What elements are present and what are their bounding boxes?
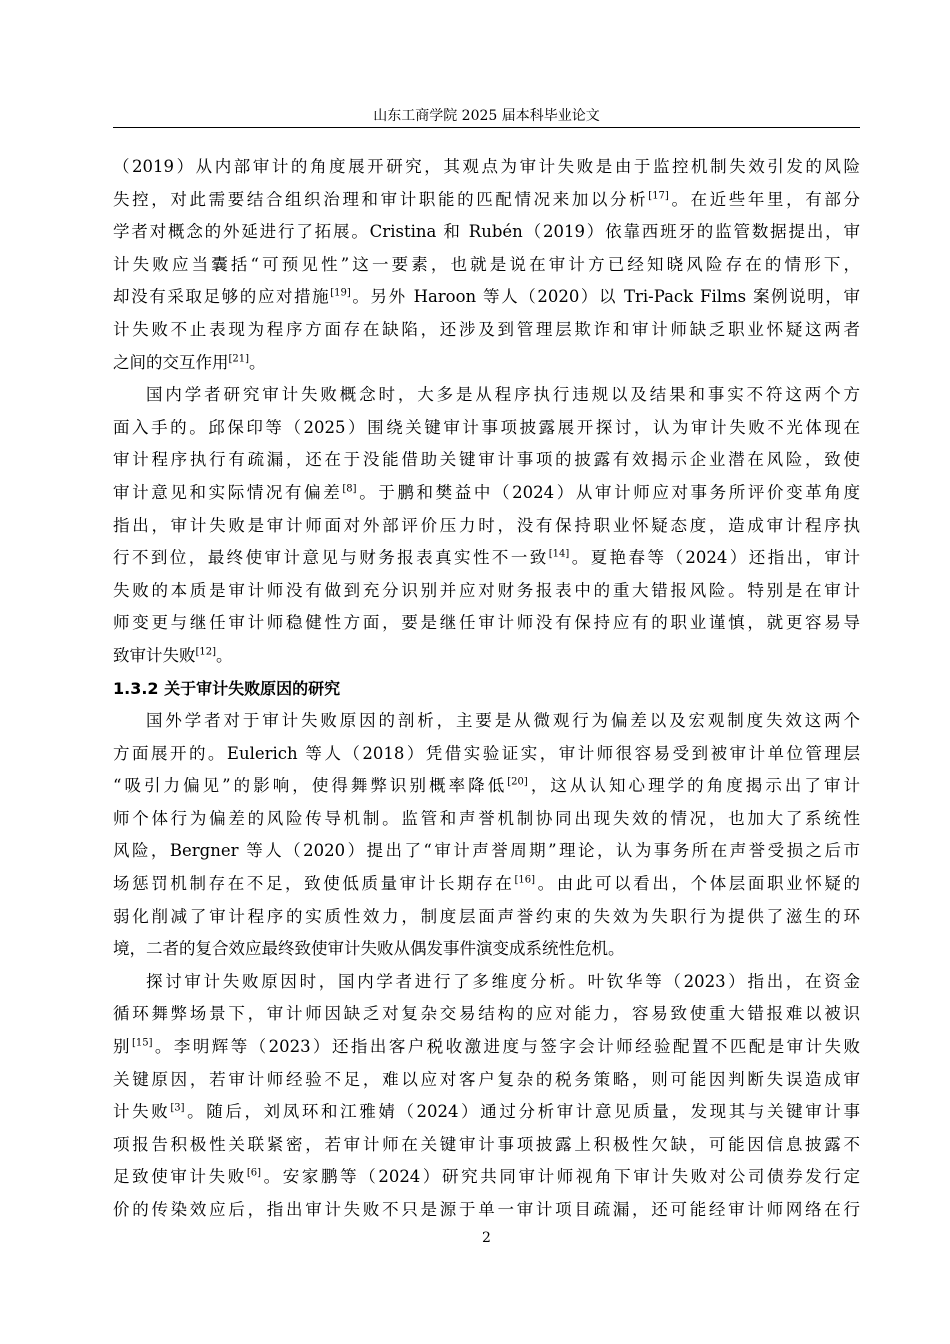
- text-run: 。由此可以看出，个体层面职业怀疑的: [535, 874, 860, 894]
- text-line: [113, 607, 860, 640]
- text-line: [113, 1031, 860, 1064]
- text-run: 风险，Bergner 等人（2020）提出了“审计声誉周期”理论，认为事务所在声誉受损之后市: [113, 841, 860, 861]
- text-line: [113, 640, 860, 673]
- text-run: 行不到位，最终使审计意见与财务报表真实性不一致: [113, 548, 549, 568]
- citation-ref: [6]: [246, 1167, 261, 1179]
- text-run: 关键原因，若审计师经验不足，难以应对客户复杂的税务策略，则可能因判断失误造成审: [113, 1069, 860, 1089]
- page-number: 2: [482, 1230, 491, 1246]
- text-run: 师变更与继任审计师稳健性方面，要是继任审计师没有保持应有的职业谨慎，就更容易导: [113, 613, 860, 633]
- citation-ref: [19]: [330, 287, 351, 299]
- text-run: 。于鹏和樊益中（2024）从审计师应对事务所评价变革角度: [356, 482, 860, 502]
- text-run: 失控，对此需要结合组织治理和审计职能的匹配情况来加以分析: [113, 189, 649, 209]
- text-run: 却没有采取足够的应对措施: [113, 287, 331, 307]
- citation-ref: [14]: [548, 548, 570, 560]
- text-run: 致审计失败: [113, 645, 196, 665]
- text-run: 。安家鹏等（2024）研究共同审计师视角下审计失败对公司债券发行定: [261, 1167, 860, 1187]
- text-run: 。另外 Haroon 等人（2020）以 Tri-Pack Films 案例说明，审: [350, 287, 860, 307]
- text-run: 。李明辉等（2023）还指出客户税收激进度与签字会计师经验配置不匹配是审计失败: [152, 1037, 860, 1057]
- section-heading: [113, 673, 860, 706]
- text-line: [113, 933, 860, 966]
- text-run: 失败的本质是审计师没有做到充分识别并应对财务报表中的重大错报风险。特别是在审计: [113, 580, 860, 600]
- text-run: 。随后，刘凤环和江雅婧（2024）通过分析审计意见质量，发现其与关键审计事: [184, 1102, 860, 1122]
- citation-ref: [12]: [195, 646, 217, 658]
- text-line: [113, 542, 860, 575]
- text-run: ，这从认知心理学的角度揭示出了审计: [527, 776, 860, 796]
- text-line: [113, 314, 860, 347]
- text-line: [113, 184, 860, 217]
- citation-ref: [17]: [648, 190, 669, 202]
- text-run: 计失败: [113, 1102, 171, 1122]
- citation-ref: [16]: [514, 874, 536, 886]
- citation-ref: [20]: [507, 776, 528, 788]
- text-line: [113, 444, 860, 477]
- text-line: [113, 216, 860, 249]
- text-run: “吸引力偏见”的影响，使得舞弊识别概率降低: [113, 776, 508, 796]
- text-run: 学者对概念的外延进行了拓展。Cristina 和 Rubén（2019）依靠西班牙的监管数据提出，审: [113, 222, 860, 242]
- document-body: [113, 151, 860, 1227]
- text-line: [113, 998, 860, 1031]
- text-run: 师个体行为偏差的风险传导机制。监管和声誉机制协同出现失效的情况，也加大了系统性: [113, 808, 860, 828]
- text-run: 。夏艳春等（2024）还指出，审计: [569, 548, 860, 568]
- header-rule: [113, 127, 860, 128]
- text-line: [113, 510, 860, 543]
- text-line: [113, 249, 860, 282]
- text-line: [113, 738, 860, 771]
- text-run: 审计意见和实际情况有偏差: [113, 482, 343, 502]
- text-run: （2019）从内部审计的角度展开研究，其观点为审计失败是由于监控机制失效引发的风险: [113, 157, 860, 176]
- text-line: [113, 477, 860, 510]
- text-run: 境，二者的复合效应最终致使审计失败从偶发事件演变成系统性危机。: [113, 939, 625, 959]
- text-run: 弱化削减了审计程序的实质性效力，制度层面声誉约束的失效为失职行为提供了滋生的环: [113, 906, 860, 926]
- text-line: [113, 705, 860, 738]
- text-run: 之间的交互作用: [113, 352, 229, 372]
- text-run: 1.3.2 关于审计失败原因的研究: [113, 678, 341, 698]
- text-run: 项报告积极性关联紧密，若审计师在关键审计事项披露上积极性欠缺，可能因信息披露不: [113, 1134, 860, 1154]
- running-header: 山东工商学院 2025 届本科毕业论文: [373, 108, 600, 124]
- text-run: 。在近些年里，有部分: [668, 189, 860, 209]
- citation-ref: [3]: [170, 1102, 185, 1114]
- text-run: 。: [249, 352, 266, 372]
- text-line: [113, 868, 860, 901]
- text-run: 价的传染效应后，指出审计失败不只是源于单一审计项目疏漏，还可能经审计师网络在行: [113, 1200, 860, 1219]
- text-run: 场惩罚机制存在不足，致使低质量审计长期存在: [113, 874, 515, 894]
- text-line: [113, 1194, 860, 1227]
- text-run: 国外学者对于审计失败原因的剖析，主要是从微观行为偏差以及宏观制度失效这两个: [146, 711, 860, 731]
- text-run: 探讨审计失败原因时，国内学者进行了多维度分析。叶钦华等（2023）指出，在资金: [146, 971, 860, 991]
- citation-ref: [21]: [228, 353, 250, 365]
- text-run: 足致使审计失败: [113, 1167, 247, 1187]
- text-run: 别: [113, 1037, 132, 1057]
- text-run: 指出，审计失败是审计师面对外部评价压力时，没有保持职业怀疑态度，造成审计程序执: [113, 515, 860, 535]
- text-line: [113, 803, 860, 836]
- text-line: [113, 966, 860, 999]
- text-line: [113, 1129, 860, 1162]
- text-line: [113, 1161, 860, 1194]
- text-line: [113, 281, 860, 314]
- text-run: 国内学者研究审计失败概念时，大多是从程序执行违规以及结果和事实不符这两个方: [146, 385, 860, 405]
- text-line: [113, 347, 860, 380]
- text-run: 计失败不止表现为程序方面存在缺陷，还涉及到管理层欺诈和审计师缺乏职业怀疑这两者: [113, 319, 860, 339]
- text-line: [113, 1096, 860, 1129]
- text-line: [113, 901, 860, 934]
- text-run: 计失败应当囊括“可预见性”这一要素，也就是说在审计方已经知晓风险存在的情形下，: [113, 254, 860, 274]
- text-line: [113, 835, 860, 868]
- text-line: [113, 770, 860, 803]
- text-line: [113, 575, 860, 608]
- text-run: 循环舞弊场景下，审计师因缺乏对复杂交易结构的应对能力，容易致使重大错报难以被识: [113, 1004, 860, 1024]
- text-run: 。: [216, 645, 233, 665]
- citation-ref: [15]: [131, 1037, 153, 1049]
- text-run: 审计程序执行有疏漏，还在于没能借助关键审计事项的披露有效揭示企业潜在风险，致使: [113, 450, 860, 470]
- text-line: [113, 1064, 860, 1097]
- text-line: [113, 151, 860, 184]
- text-line: [113, 379, 860, 412]
- text-run: 方面展开的。Eulerich 等人（2018）凭借实验证实，审计师很容易受到被审计单位管理层: [113, 743, 860, 763]
- text-line: [113, 412, 860, 445]
- citation-ref: [8]: [342, 483, 357, 495]
- text-run: 面入手的。邱保印等（2025）围绕关键审计事项披露展开探讨，认为审计失败不光体现在: [113, 417, 860, 437]
